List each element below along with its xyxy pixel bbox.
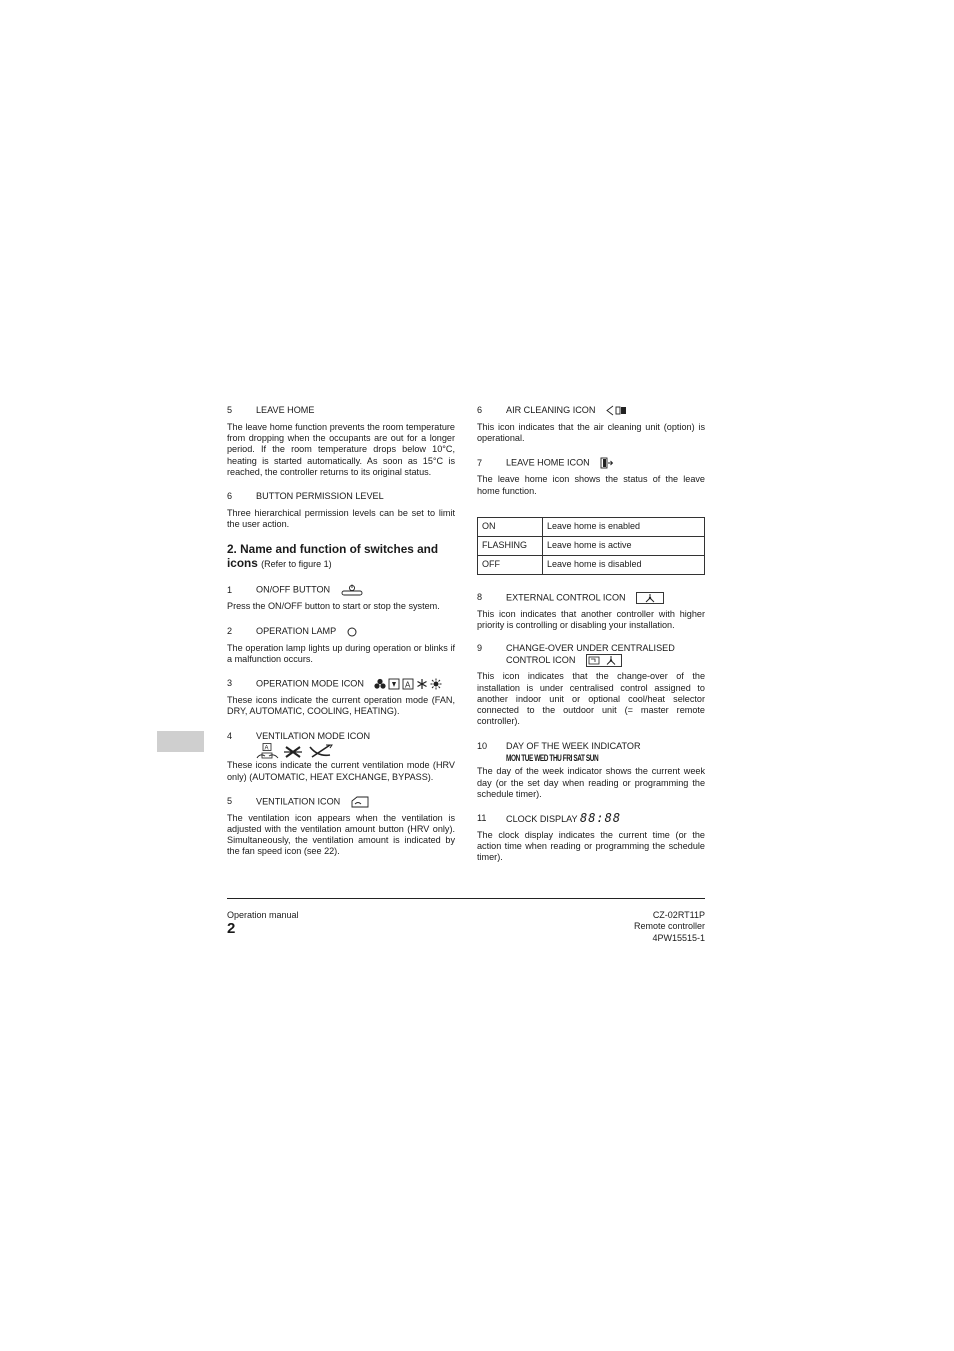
item-body: These icons indicate the current ventilation mode (HRV only) (AUTOMATIC, HEAT EXCHANGE, BYPASS). [227,760,455,782]
footer-manual: Operation manual [227,910,299,920]
change-over-icon [586,654,622,667]
leave-home-item: 5 LEAVE HOME The leave home function prevents the room temperature from dropping when the occupants are out for a longer period. If the room temperature drops below 10°C, heating is started automatically. As soon as 15°C is reached, the controller returns to its original status. [227,405,455,477]
clock-display-item: 11 CLOCK DISPLAY 88:88 The clock display indicates the current time (or the action time when reading or programming the schedule timer). [477,810,705,863]
day-of-week-indicator: MON TUE WED THU FRI SAT SUN [506,753,599,764]
on-off-button-item: 1 ON/OFF BUTTON Press the ON/OFF button to start or stop the system. [227,583,455,612]
leave-home-icon-item: 7 LEAVE HOME ICON The leave home icon shows the status of the leave home function. [477,457,705,496]
chapter-tab [157,731,204,752]
item-body: Three hierarchical permission levels can be set to limit the user action. [227,508,455,530]
table-row: OFF Leave home is disabled [478,555,705,574]
footer-product: Remote controller [633,921,705,932]
item-title: LEAVE HOME [256,405,315,416]
external-control-item: 8 EXTERNAL CONTROL ICON This icon indicates that another controller with higher priority is controlling or disabling your installation. [477,592,705,631]
item-body: These icons indicate the current operation mode (FAN, DRY, AUTOMATIC, COOLING, HEATING). [227,695,455,717]
leave-home-status-table [477,517,705,575]
item-body: The leave home function prevents the room temperature from dropping when the occupants are out for a longer period. If the room temperature drops below 10°C, heating is started automatically. As soon as 15°C is reached, the controller returns to its original status. [227,422,455,477]
operation-lamp-icon [347,626,357,637]
item-body: This icon indicates that the change-over of the installation is under centralised control assigned to another indoor unit or optional cool/heat selector connected to the outdoor unit (= master remote controller). [477,671,705,727]
page-number: 2 [227,920,236,937]
svg-text:A: A [405,680,411,690]
footer-doc-number: 4PW15515-1 [652,932,705,943]
ventilation-icon [351,796,369,808]
item-body: This icon indicates that another controller with higher priority is controlling or disabling your installation. [477,608,705,631]
day-of-week-item: 10 DAY OF THE WEEK INDICATOR MON TUE WED THU FRI SAT SUN The day of the week indicator shows the current week day (or the set day when reading or programming the schedule timer). [477,740,705,799]
item-body: The clock display indicates the current time (or the action time when reading or programming the schedule timer). [477,830,705,863]
operation-mode-item: 3 OPERATION MODE ICON A These icons indicate the current operation mode (FAN, DRY, AUTOMATIC, COOLING, HEATING). [227,678,455,717]
section-heading: 2. Name and function of switches and icons (Refer to figure 1) [227,542,439,571]
operation-mode-icons [374,678,442,690]
operation-lamp-item: 2 OPERATION LAMP The operation lamp lights up during operation or blinks if a malfunction occurs. [227,626,455,664]
left-column [227,404,455,870]
change-over-item: 9 CHANGE-OVER UNDER CENTRALISED CONTROL ICON This icon indicates that the change-over of the installation is under centralised control assigned to another indoor unit or optional cool/heat selector connected to the outdoor unit (= master remote controller). [477,643,705,727]
item-title: BUTTON PERMISSION LEVEL [256,491,384,502]
external-control-icon [636,592,664,604]
item-body: This icon indicates that the air cleaning unit (option) is operational. [477,422,705,444]
item-body: Press the ON/OFF button to start or stop the system. [227,601,440,612]
ventilation-mode-item: 4 VENTILATION MODE ICON A These icons indicate the current ventilation mode (HRV only) (AUTOMATIC, HEAT EXCHANGE, BYPASS). [227,730,455,782]
svg-text:A: A [264,745,269,752]
item-body: The operation lamp lights up during operation or blinks if a malfunction occurs. [227,642,455,664]
footer-right [634,910,705,944]
ventilation-mode-icons [227,743,455,760]
table-row: FLASHING Leave home is active [478,536,705,555]
on-off-button-icon [341,584,363,596]
footer-left [227,910,299,937]
air-cleaning-item: 6 AIR CLEANING ICON This icon indicates that the air cleaning unit (option) is operational. [477,405,705,444]
ventilation-item: 5 VENTILATION ICON The ventilation icon appears when the ventilation is adjusted with the ventilation amount button (HRV only). Simultaneously, the ventilation amount is indicated by the fan speed icon (see 22). [227,796,455,857]
permission-item: 6 BUTTON PERMISSION LEVEL Three hierarchical permission levels can be set to limit the user action. [227,491,455,530]
right-column [477,404,705,876]
footer-rule [227,898,705,899]
item-body: The day of the week indicator shows the current week day (or the set day when reading or programming the schedule timer). [477,766,705,799]
item-body: The leave home icon shows the status of the leave home function. [477,474,705,496]
clock-display: 88:88 [579,810,622,825]
footer-model: CZ-02RT11P [652,910,705,920]
item-body: The ventilation icon appears when the ventilation is adjusted with the ventilation amount button (HRV only). Simultaneously, the ventilation amount is indicated by the fan speed icon (see 22). [227,812,455,857]
air-cleaning-icon [606,405,628,416]
leave-home-icon [600,457,614,469]
table-row: ON Leave home is enabled [478,517,705,536]
